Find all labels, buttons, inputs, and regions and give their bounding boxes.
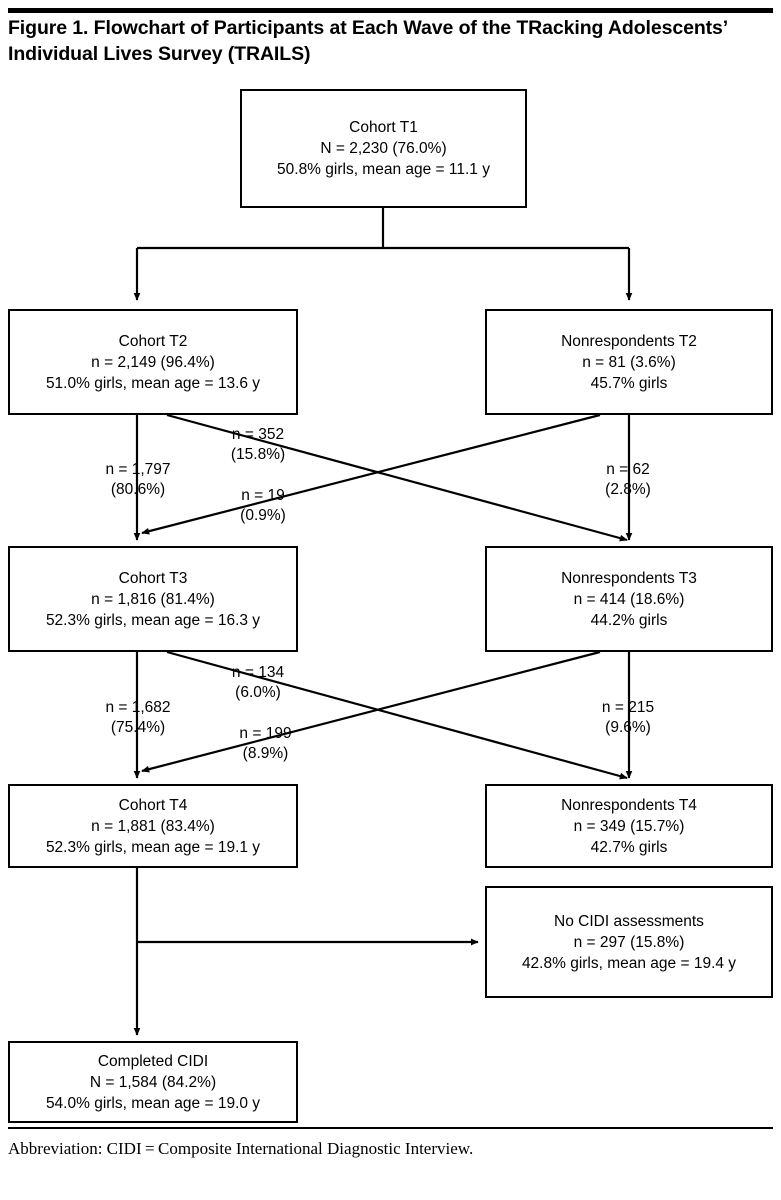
node-line: 52.3% girls, mean age = 19.1 y <box>45 838 261 856</box>
edge-label-cohort-t2-to-cohort-t3 <box>78 460 198 500</box>
node-line: 42.7% girls <box>590 838 668 856</box>
edge-label-line: n = 19 <box>241 487 285 504</box>
node-line: 44.2% girls <box>590 611 668 629</box>
node-line: n = 1,816 (81.4%) <box>91 590 215 608</box>
edge-label-line: n = 62 <box>606 461 650 478</box>
node-line: n = 81 (3.6%) <box>582 353 676 371</box>
edge-label-line: (0.9%) <box>240 507 286 524</box>
node-no-cidi-assessments <box>485 886 773 998</box>
edge-label-nonrespondents-t3-to-nonrespondents-t4 <box>573 698 683 738</box>
node-line: n = 1,881 (83.4%) <box>91 817 215 835</box>
node-cohort-t3 <box>8 546 298 652</box>
node-line: n = 297 (15.8%) <box>573 933 685 951</box>
node-line: Nonrespondents T3 <box>561 569 697 587</box>
node-cohort-t2 <box>8 309 298 415</box>
node-line: Nonrespondents T2 <box>561 332 697 350</box>
node-line: n = 349 (15.7%) <box>573 817 685 835</box>
node-line: n = 414 (18.6%) <box>573 590 685 608</box>
node-nonrespondents-t4 <box>485 784 773 868</box>
node-cohort-t1 <box>240 89 527 208</box>
node-line: Cohort T4 <box>118 796 188 814</box>
edge-label-line: (9.6%) <box>605 719 651 736</box>
edge-label-line: n = 352 <box>231 426 285 443</box>
edge-label-cohort-t3-to-cohort-t4 <box>78 698 198 738</box>
top-rule <box>8 8 773 13</box>
node-line: 42.8% girls, mean age = 19.4 y <box>521 954 737 972</box>
edge-label-line: n = 199 <box>239 725 292 742</box>
node-line: Nonrespondents T4 <box>561 796 697 814</box>
node-line: Cohort T1 <box>349 119 418 136</box>
bottom-rule <box>8 1127 773 1129</box>
edge-label-line: (75.4%) <box>110 719 166 736</box>
edge-label-nonrespondents-t2-to-nonrespondents-t3 <box>573 460 683 500</box>
node-line: 54.0% girls, mean age = 19.0 y <box>45 1094 261 1112</box>
edge-label-line: n = 1,797 <box>105 461 171 478</box>
node-line: 45.7% girls <box>590 374 668 392</box>
node-line: Cohort T3 <box>118 569 188 587</box>
edge-label-line: (6.0%) <box>235 684 281 701</box>
edge-label-cohort-t2-to-nonrespondents-t3 <box>203 425 313 465</box>
edge-label-line: n = 1,682 <box>105 699 171 716</box>
node-line: N = 2,230 (76.0%) <box>320 140 447 157</box>
edge-label-line: (8.9%) <box>242 745 289 762</box>
node-nonrespondents-t3 <box>485 546 773 652</box>
node-completed-cidi <box>8 1041 298 1123</box>
node-line: 52.3% girls, mean age = 16.3 y <box>45 611 261 629</box>
node-line: Cohort T2 <box>118 332 188 350</box>
edge-label-cohort-t3-to-nonrespondents-t4 <box>203 663 313 703</box>
node-line: 50.8% girls, mean age = 11.1 y <box>277 161 490 178</box>
edge-label-line: n = 134 <box>231 664 285 681</box>
edge-label-nonrespondents-t2-to-cohort-t3 <box>213 486 313 526</box>
node-line: n = 2,149 (96.4%) <box>91 353 215 371</box>
figure-footnote: Abbreviation: CIDI = Composite International Diagnostic Interview. <box>8 1139 474 1158</box>
edge-label-line: (80.6%) <box>110 481 166 498</box>
edge-label-line: (15.8%) <box>230 446 286 463</box>
edge-label-line: n = 215 <box>601 699 655 716</box>
node-line: 51.0% girls, mean age = 13.6 y <box>45 374 261 392</box>
node-line: N = 1,584 (84.2%) <box>89 1073 217 1091</box>
node-line: No CIDI assessments <box>554 912 704 930</box>
node-cohort-t4 <box>8 784 298 868</box>
node-nonrespondents-t2 <box>485 309 773 415</box>
figure-title: Figure 1. Flowchart of Participants at Each Wave of the TRacking Adolescents’ Individual Lives Survey (TRAILS) <box>8 17 728 65</box>
edge-label-line: (2.8%) <box>605 481 651 498</box>
edge-label-nonrespondents-t3-to-cohort-t4 <box>213 724 318 764</box>
node-line: Completed CIDI <box>97 1052 209 1070</box>
